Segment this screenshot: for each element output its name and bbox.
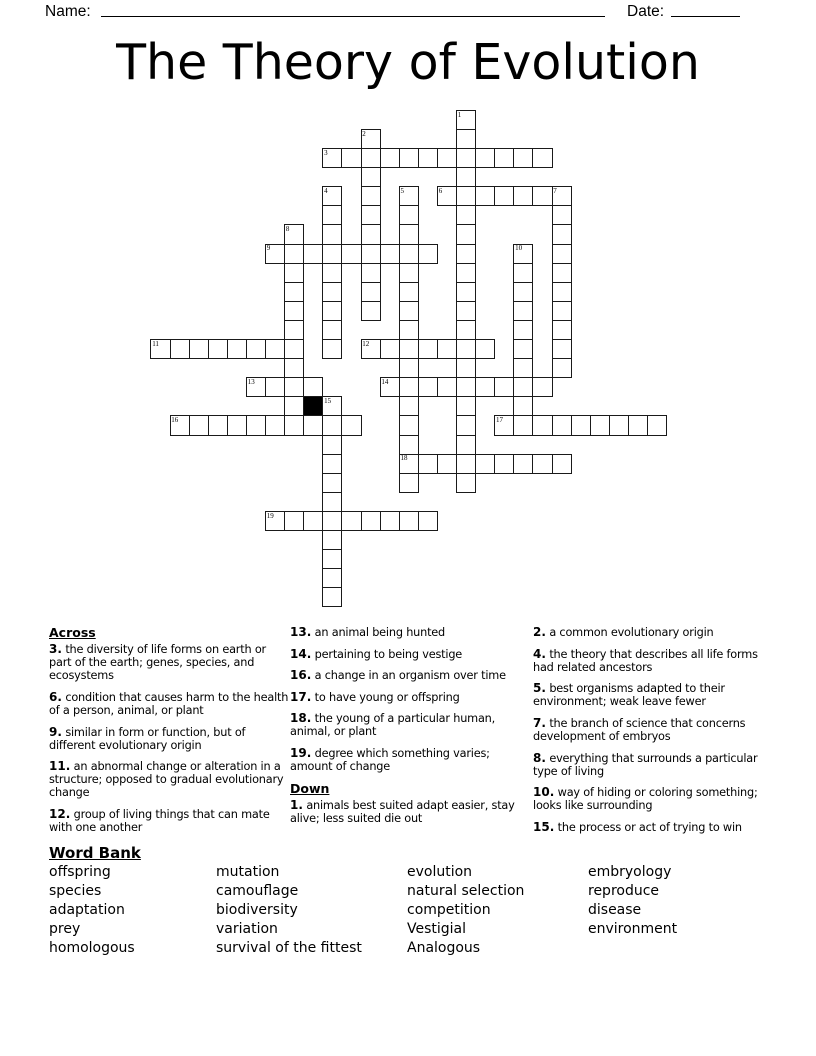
crossword-cell[interactable] xyxy=(189,339,209,359)
crossword-cell[interactable] xyxy=(361,282,381,302)
grid-clue-number: 11 xyxy=(152,339,159,348)
clue-10: 10. way of hiding or coloring something; looks like surrounding xyxy=(533,785,758,813)
crossword-cell[interactable] xyxy=(418,511,438,531)
word-bank-column xyxy=(407,863,524,958)
grid-clue-number: 19 xyxy=(266,511,274,520)
crossword-cell[interactable] xyxy=(418,244,438,264)
crossword-cell[interactable] xyxy=(322,454,342,474)
crossword-cell[interactable] xyxy=(418,148,438,168)
crossword-cell[interactable] xyxy=(265,244,285,264)
crossword-cell[interactable] xyxy=(284,320,304,340)
grid-clue-number: 6 xyxy=(438,187,443,195)
word-bank-word: variation xyxy=(216,921,278,937)
grid-clue-number: 3 xyxy=(324,148,328,157)
crossword-cell[interactable] xyxy=(208,415,228,435)
crossword-cell[interactable] xyxy=(552,339,572,359)
clue-number: 5. xyxy=(533,681,546,696)
crossword-cell[interactable] xyxy=(399,148,419,168)
clue-number: 8. xyxy=(533,750,546,765)
crossword-cell[interactable] xyxy=(341,415,361,435)
crossword-cell[interactable] xyxy=(361,167,381,187)
crossword-cell[interactable] xyxy=(552,282,572,302)
crossword-cell[interactable] xyxy=(399,205,419,225)
blocked-cell xyxy=(303,396,323,416)
crossword-cell[interactable] xyxy=(456,224,476,244)
crossword-cell[interactable] xyxy=(513,301,533,321)
crossword-cell[interactable] xyxy=(628,415,648,435)
crossword-cell[interactable] xyxy=(399,473,419,493)
crossword-cell[interactable] xyxy=(322,587,342,607)
crossword-cell[interactable] xyxy=(322,568,342,588)
clue-number: 6. xyxy=(49,689,62,704)
crossword-cell[interactable] xyxy=(361,129,381,149)
crossword-cell[interactable] xyxy=(227,339,247,359)
clue-16: 16. a change in an organism over time xyxy=(290,668,506,683)
crossword-cell[interactable] xyxy=(456,339,476,359)
grid-clue-number: 5 xyxy=(400,187,404,195)
crossword-cell[interactable] xyxy=(513,320,533,340)
crossword-cell[interactable] xyxy=(437,454,457,474)
crossword-cell[interactable] xyxy=(552,358,572,378)
crossword-cell[interactable] xyxy=(341,511,361,531)
crossword-cell[interactable] xyxy=(170,339,190,359)
clue-number: 19. xyxy=(290,746,312,761)
crossword-cell[interactable] xyxy=(361,301,381,321)
crossword-cell[interactable] xyxy=(284,301,304,321)
crossword-cell[interactable] xyxy=(456,473,476,493)
crossword-cell[interactable] xyxy=(361,186,381,206)
crossword-cell[interactable] xyxy=(456,263,476,283)
crossword-cell[interactable] xyxy=(456,244,476,264)
crossword-cell[interactable] xyxy=(456,358,476,378)
crossword-cell[interactable] xyxy=(437,377,457,397)
clue-number: 17. xyxy=(290,689,312,704)
clue-number: 3. xyxy=(49,642,62,657)
word-bank-word: offspring xyxy=(49,864,111,880)
crossword-cell[interactable] xyxy=(552,205,572,225)
clue-11: 11. an abnormal change or alteration in a structure; opposed to gradual evolutionary change xyxy=(49,759,284,800)
crossword-cell[interactable] xyxy=(322,224,342,244)
word-bank-word: competition xyxy=(407,902,491,918)
crossword-cell[interactable] xyxy=(513,396,533,416)
crossword-cell[interactable] xyxy=(303,377,323,397)
crossword-cell[interactable] xyxy=(284,339,304,359)
word-bank-word: homologous xyxy=(49,940,135,956)
word-bank-word: natural selection xyxy=(407,883,525,899)
crossword-cell[interactable] xyxy=(322,396,342,416)
crossword-cell[interactable] xyxy=(246,339,266,359)
crossword-cell[interactable] xyxy=(532,415,552,435)
crossword-cell[interactable] xyxy=(322,320,342,340)
crossword-cell[interactable] xyxy=(513,358,533,378)
crossword-cell[interactable] xyxy=(246,377,266,397)
crossword-cell[interactable] xyxy=(284,511,304,531)
crossword-cell[interactable] xyxy=(513,282,533,302)
word-bank-column xyxy=(49,863,135,958)
word-bank-word: biodiversity xyxy=(216,902,298,918)
crossword-cell[interactable] xyxy=(399,358,419,378)
clue-number: 10. xyxy=(533,785,555,800)
grid-clue-number: 9 xyxy=(266,244,271,253)
clue-number: 14. xyxy=(290,646,312,661)
grid-clue-number: 14 xyxy=(381,378,389,386)
crossword-cell[interactable] xyxy=(380,511,400,531)
crossword-cell[interactable] xyxy=(284,377,304,397)
date-label: Date: xyxy=(627,3,665,20)
crossword-cell[interactable] xyxy=(494,415,514,435)
crossword-cell[interactable] xyxy=(322,492,342,512)
crossword-cell[interactable] xyxy=(265,415,285,435)
clue-12: 12. group of living things that can mate with one another xyxy=(49,807,270,835)
crossword-cell[interactable] xyxy=(399,511,419,531)
clue-18: 18. the young of a particular human, animal, or plant xyxy=(290,711,496,739)
crossword-cell[interactable] xyxy=(399,186,419,206)
crossword-cell[interactable] xyxy=(494,148,514,168)
crossword-cell[interactable] xyxy=(456,129,476,149)
word-bank-word: prey xyxy=(49,921,81,937)
crossword-cell[interactable] xyxy=(590,415,610,435)
crossword-cell[interactable] xyxy=(494,186,514,206)
crossword-cell[interactable] xyxy=(322,435,342,455)
word-bank-column xyxy=(588,863,677,939)
crossword-cell[interactable] xyxy=(494,454,514,474)
word-bank-word: mutation xyxy=(216,864,280,880)
clue-9: 9. similar in form or function, but of different evolutionary origin xyxy=(49,724,246,752)
clue-number: 4. xyxy=(533,646,546,661)
crossword-cell[interactable] xyxy=(456,186,476,206)
clue-number: 11. xyxy=(49,759,71,774)
crossword-cell[interactable] xyxy=(170,415,190,435)
crossword-cell[interactable] xyxy=(609,415,629,435)
crossword-cell[interactable] xyxy=(303,415,323,435)
crossword-cell[interactable] xyxy=(552,224,572,244)
clues-column-1 xyxy=(49,626,289,843)
crossword-cell[interactable] xyxy=(418,339,438,359)
crossword-cell[interactable] xyxy=(265,377,285,397)
crossword-cell[interactable] xyxy=(571,415,591,435)
crossword-cell[interactable] xyxy=(380,244,400,264)
crossword-cell[interactable] xyxy=(322,205,342,225)
clue-number: 7. xyxy=(533,715,546,730)
crossword-cell[interactable] xyxy=(361,224,381,244)
word-bank-word: species xyxy=(49,883,102,899)
crossword-cell[interactable] xyxy=(380,377,400,397)
word-bank-word: adaptation xyxy=(49,902,125,918)
word-bank-word: Vestigial xyxy=(407,921,467,937)
crossword-cell[interactable] xyxy=(399,435,419,455)
crossword-cell[interactable] xyxy=(475,454,495,474)
grid-clue-number: 10 xyxy=(515,244,523,253)
word-bank-word: camouflage xyxy=(216,883,299,899)
crossword-cell[interactable] xyxy=(513,377,533,397)
crossword-cell[interactable] xyxy=(456,167,476,187)
clue-14: 14. pertaining to being vestige xyxy=(290,646,463,661)
clues-column-3 xyxy=(533,626,765,843)
crossword-cell[interactable] xyxy=(246,415,266,435)
grid-clue-number: 18 xyxy=(400,454,408,463)
crossword-cell[interactable] xyxy=(150,339,170,359)
clue-19: 19. degree which something varies; amount of change xyxy=(290,746,490,774)
clue-8: 8. everything that surrounds a particular type of living xyxy=(533,750,758,778)
clue-number: 1. xyxy=(290,797,303,812)
crossword-cell[interactable] xyxy=(513,186,533,206)
clue-list-header-down: Down xyxy=(290,780,330,796)
clue-number: 2. xyxy=(533,625,546,639)
clue-6: 6. condition that causes harm to the health of a person, animal, or plant xyxy=(49,689,289,717)
crossword-cell[interactable] xyxy=(552,320,572,340)
crossword-cell[interactable] xyxy=(552,244,572,264)
crossword-cell[interactable] xyxy=(552,454,572,474)
crossword-cell[interactable] xyxy=(513,148,533,168)
grid-clue-number: 13 xyxy=(247,378,255,386)
grid-clue-number: 12 xyxy=(362,339,370,348)
crossword-cell[interactable] xyxy=(399,377,419,397)
crossword-cell[interactable] xyxy=(399,415,419,435)
crossword-cell[interactable] xyxy=(513,339,533,359)
crossword-cell[interactable] xyxy=(399,339,419,359)
crossword-cell[interactable] xyxy=(456,205,476,225)
clue-2: 2. a common evolutionary origin xyxy=(533,625,714,639)
crossword-cell[interactable] xyxy=(284,358,304,378)
crossword-cell[interactable] xyxy=(513,454,533,474)
crossword-cell[interactable] xyxy=(532,454,552,474)
crossword-cell[interactable] xyxy=(418,454,438,474)
crossword-cell[interactable] xyxy=(341,244,361,264)
crossword-cell[interactable] xyxy=(399,396,419,416)
crossword-cell[interactable] xyxy=(399,224,419,244)
crossword-cell[interactable] xyxy=(437,339,457,359)
clue-number: 15. xyxy=(533,820,555,835)
crossword-cell[interactable] xyxy=(284,415,304,435)
crossword-cell[interactable] xyxy=(418,377,438,397)
crossword-cell[interactable] xyxy=(552,415,572,435)
crossword-cell[interactable] xyxy=(322,511,342,531)
word-bank-column xyxy=(216,863,362,958)
clue-4: 4. the theory that describes all life forms had related ancestors xyxy=(533,646,758,674)
word-bank-word: disease xyxy=(588,902,642,918)
crossword-cell[interactable] xyxy=(456,320,476,340)
crossword-cell[interactable] xyxy=(284,396,304,416)
crossword-cell[interactable] xyxy=(475,186,495,206)
crossword-cell[interactable] xyxy=(437,186,457,206)
crossword-cell[interactable] xyxy=(399,301,419,321)
clue-7: 7. the branch of science that concerns development of embryos xyxy=(533,715,746,744)
crossword-cell[interactable] xyxy=(361,244,381,264)
crossword-cell[interactable] xyxy=(322,244,342,264)
crossword-cell[interactable] xyxy=(322,148,342,168)
crossword-cell[interactable] xyxy=(208,339,228,359)
word-bank-word: reproduce xyxy=(588,883,660,899)
crossword-cell[interactable] xyxy=(437,148,457,168)
crossword-cell[interactable] xyxy=(456,148,476,168)
crossword-cell[interactable] xyxy=(380,339,400,359)
grid-clue-number: 15 xyxy=(324,397,332,406)
crossword-cell[interactable] xyxy=(322,186,342,206)
crossword-cell[interactable] xyxy=(322,282,342,302)
crossword-cell[interactable] xyxy=(513,263,533,283)
grid-clue-number: 4 xyxy=(324,187,328,195)
crossword-cell[interactable] xyxy=(341,148,361,168)
clue-5: 5. best organisms adapted to their environment; weak leave fewer xyxy=(533,681,725,709)
crossword-cell[interactable] xyxy=(322,473,342,493)
crossword-cell[interactable] xyxy=(265,511,285,531)
crossword-cell[interactable] xyxy=(475,339,495,359)
crossword-cell[interactable] xyxy=(513,244,533,264)
clue-15: 15. the process or act of trying to win xyxy=(533,820,742,835)
crossword-cell[interactable] xyxy=(399,282,419,302)
word-bank-word: Analogous xyxy=(407,940,481,956)
crossword-cell[interactable] xyxy=(456,301,476,321)
crossword-cell[interactable] xyxy=(552,263,572,283)
crossword-cell[interactable] xyxy=(399,454,419,474)
crossword-cell[interactable] xyxy=(361,263,381,283)
grid-clue-number: 7 xyxy=(553,187,557,195)
crossword-cell[interactable] xyxy=(322,549,342,569)
crossword-cell[interactable] xyxy=(456,454,476,474)
crossword-cell[interactable] xyxy=(227,415,247,435)
crossword-cell[interactable] xyxy=(513,415,533,435)
grid-clue-number: 16 xyxy=(171,416,179,425)
crossword-cell[interactable] xyxy=(284,244,304,264)
clue-3: 3. the diversity of life forms on earth or part of the earth; genes, species, and ecosystems xyxy=(49,642,266,683)
clue-number: 9. xyxy=(49,724,62,739)
crossword-cell[interactable] xyxy=(303,244,323,264)
crossword-cell[interactable] xyxy=(284,263,304,283)
crossword-cell[interactable] xyxy=(456,435,476,455)
crossword-cell[interactable] xyxy=(322,339,342,359)
crossword-cell[interactable] xyxy=(456,110,476,130)
clue-number: 13. xyxy=(290,625,312,639)
crossword-cell[interactable] xyxy=(552,301,572,321)
crossword-cell[interactable] xyxy=(265,339,285,359)
crossword-cell[interactable] xyxy=(322,263,342,283)
page-title: The Theory of Evolution xyxy=(116,34,700,91)
crossword-cell[interactable] xyxy=(456,377,476,397)
clue-17: 17. to have young or offspring xyxy=(290,689,460,704)
grid-clue-number: 8 xyxy=(285,225,290,234)
crossword-cell[interactable] xyxy=(532,377,552,397)
clues-column-2 xyxy=(290,626,533,834)
crossword-cell[interactable] xyxy=(647,415,667,435)
crossword-cell[interactable] xyxy=(284,282,304,302)
crossword-cell[interactable] xyxy=(322,530,342,550)
crossword-cell[interactable] xyxy=(456,282,476,302)
crossword-cell[interactable] xyxy=(456,415,476,435)
crossword-cell[interactable] xyxy=(380,148,400,168)
clue-number: 16. xyxy=(290,668,312,683)
word-bank-header: Word Bank xyxy=(49,844,141,862)
word-bank-word: survival of the fittest xyxy=(216,940,362,956)
crossword-cell[interactable] xyxy=(532,148,552,168)
clue-number: 12. xyxy=(49,807,71,822)
crossword-cell[interactable] xyxy=(475,377,495,397)
crossword-cell[interactable] xyxy=(189,415,209,435)
crossword-cell[interactable] xyxy=(284,224,304,244)
crossword-cell[interactable] xyxy=(456,396,476,416)
crossword-cell[interactable] xyxy=(532,186,552,206)
crossword-cell[interactable] xyxy=(361,205,381,225)
grid-clue-number: 17 xyxy=(496,416,503,425)
clue-number: 18. xyxy=(290,711,312,726)
crossword-cell[interactable] xyxy=(399,263,419,283)
crossword-cell[interactable] xyxy=(399,244,419,264)
clue-list-header-across: Across xyxy=(49,625,96,640)
name-label: Name: xyxy=(45,3,91,20)
crossword-cell[interactable] xyxy=(361,339,381,359)
clue-1: 1. animals best suited adapt easier, stay alive; less suited die out xyxy=(290,797,515,825)
crossword-cell[interactable] xyxy=(475,148,495,168)
crossword-cell[interactable] xyxy=(399,320,419,340)
word-bank-word: embryology xyxy=(588,864,672,880)
grid-clue-number: 1 xyxy=(457,110,462,119)
crossword-cell[interactable] xyxy=(322,415,342,435)
crossword-cell[interactable] xyxy=(552,186,572,206)
word-bank-word: environment xyxy=(588,921,678,937)
crossword-cell[interactable] xyxy=(361,511,381,531)
crossword-cell[interactable] xyxy=(361,148,381,168)
crossword-cell[interactable] xyxy=(303,511,323,531)
crossword-cell[interactable] xyxy=(494,377,514,397)
clue-13: 13. an animal being hunted xyxy=(290,625,446,639)
word-bank-word: evolution xyxy=(407,864,473,880)
crossword-cell[interactable] xyxy=(322,301,342,321)
grid-clue-number: 2 xyxy=(362,129,366,138)
